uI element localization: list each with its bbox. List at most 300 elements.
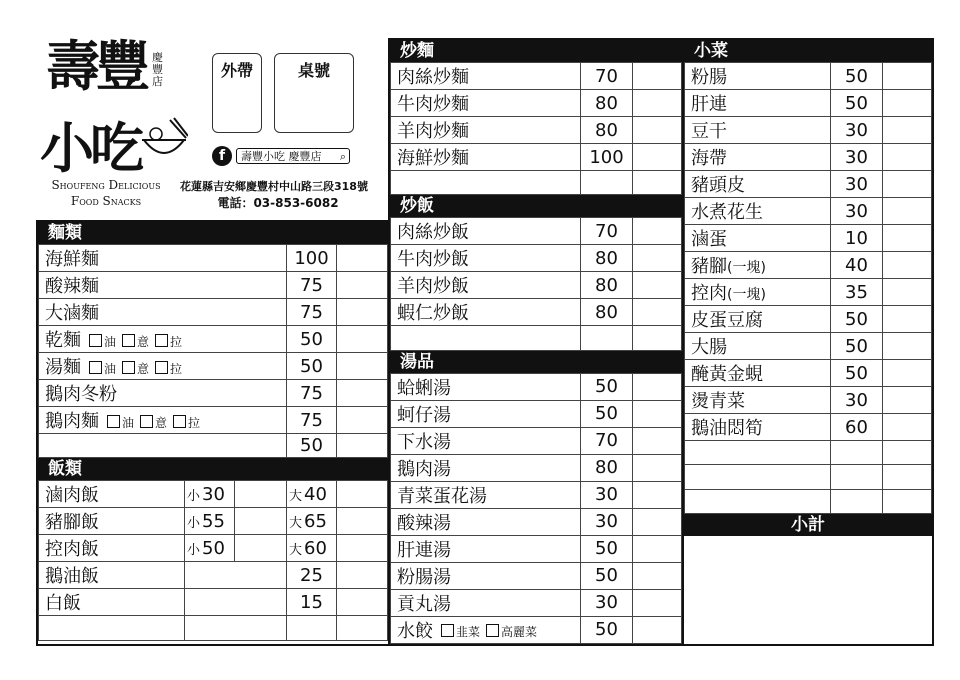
item-name-cell (685, 306, 831, 333)
facebook-page-name: 壽豐小吃 慶豐店 (241, 150, 322, 163)
item-name: 酸辣湯 (397, 512, 451, 534)
item-price: 50 (831, 333, 883, 360)
option-2[interactable] (173, 414, 200, 431)
quantity-cell[interactable] (633, 454, 682, 481)
large-price: 60 (304, 537, 327, 559)
menu-row (391, 400, 682, 427)
option-checkboxes (107, 416, 206, 430)
sides-table (684, 62, 932, 514)
quantity-cell[interactable] (633, 589, 682, 616)
item-price: 50 (287, 326, 337, 353)
menu-row (685, 225, 932, 252)
item-name-cell (39, 245, 287, 272)
quantity-cell[interactable] (883, 90, 932, 117)
quantity-cell[interactable] (883, 252, 932, 279)
fried-rice-header: 炒飯 (390, 195, 682, 217)
menu-row (391, 218, 682, 245)
quantity-cell[interactable] (883, 333, 932, 360)
item-name-cell (685, 279, 831, 306)
option-label: 韭菜 (456, 625, 481, 640)
item-name: 醃黃金蜆 (691, 364, 763, 385)
item-name-cell (391, 535, 581, 562)
brand-english-line2: Food Snacks (70, 194, 142, 208)
item-name: 鵝肉湯 (397, 458, 451, 480)
brand-logo (40, 20, 180, 180)
large-size-price (287, 481, 337, 508)
menu-row (39, 326, 388, 353)
quantity-cell[interactable] (883, 387, 932, 414)
checkbox-icon[interactable] (486, 624, 499, 637)
item-name: 海鮮炒麵 (397, 148, 469, 169)
quantity-cell[interactable] (633, 117, 682, 144)
menu-row (39, 380, 388, 407)
item-name-cell (39, 407, 287, 434)
menu-row (685, 198, 932, 225)
item-name-cell (391, 562, 581, 589)
item-price: 80 (581, 299, 633, 326)
item-name-cell (685, 333, 831, 360)
item-price: 30 (581, 481, 633, 508)
item-name-cell (391, 508, 581, 535)
large-quantity-cell[interactable] (337, 481, 388, 508)
item-price: 50 (831, 360, 883, 387)
item-price: 50 (831, 63, 883, 90)
menu-row (391, 171, 682, 195)
item-price: 80 (581, 272, 633, 299)
quantity-cell[interactable] (883, 225, 932, 252)
item-name: 青菜蛋花湯 (397, 485, 487, 507)
item-price: 15 (287, 589, 337, 616)
option-label: 意 (155, 415, 168, 430)
quantity-cell[interactable] (633, 218, 682, 245)
item-name: 水餃 (397, 620, 433, 642)
table-number-box[interactable] (274, 53, 354, 133)
item-name-cell (685, 171, 831, 198)
menu-row (391, 90, 682, 117)
item-name-cell (685, 198, 831, 225)
option-0[interactable] (89, 333, 116, 350)
item-name: 滷蛋 (691, 229, 727, 250)
item-name-cell (391, 63, 581, 90)
address: 花蓮縣吉安鄉慶豐村中山路三段318號 (180, 180, 368, 193)
option-label: 拉 (170, 361, 183, 376)
item-name-cell (391, 245, 581, 272)
menu-row (391, 589, 682, 616)
item-name: 白飯 (39, 589, 185, 616)
quantity-cell[interactable] (633, 171, 682, 195)
item-name: 鵝油悶筍 (691, 418, 763, 439)
quantity-cell[interactable] (337, 616, 388, 640)
table-number-label: 桌號 (297, 61, 330, 80)
item-name-cell (391, 144, 581, 171)
menu-row (391, 481, 682, 508)
item-name (39, 616, 185, 640)
menu-row (39, 616, 388, 640)
quantity-cell[interactable] (883, 414, 932, 441)
item-price: 50 (581, 535, 633, 562)
quantity-cell[interactable] (883, 63, 932, 90)
quantity-cell[interactable] (633, 373, 682, 400)
item-price: 40 (831, 252, 883, 279)
menu-row (685, 279, 932, 306)
item-name-cell (391, 454, 581, 481)
quantity-cell[interactable] (633, 400, 682, 427)
phone: 電話：03-853-6082 (217, 196, 339, 210)
item-price: 50 (581, 373, 633, 400)
menu-row (685, 252, 932, 279)
item-price (831, 489, 883, 513)
checkbox-icon[interactable] (441, 624, 454, 637)
menu-row (685, 171, 932, 198)
option-0[interactable] (89, 360, 116, 377)
checkbox-icon[interactable] (107, 415, 120, 428)
item-name: 牛肉炒麵 (397, 94, 469, 115)
small-label: 小 (187, 515, 201, 531)
quantity-cell[interactable] (633, 616, 682, 643)
item-name: 粉腸 (691, 67, 727, 88)
quantity-cell[interactable] (883, 279, 932, 306)
item-name-cell (685, 252, 831, 279)
soups-table (390, 373, 682, 644)
fried-rice-table (390, 217, 682, 350)
menu-row (39, 299, 388, 326)
quantity-cell[interactable] (337, 245, 388, 272)
menu-row (685, 306, 932, 333)
fried-noodles-header: 炒麵 (390, 40, 682, 62)
checkbox-icon[interactable] (89, 334, 102, 347)
small-size-price (185, 481, 235, 508)
item-price (581, 326, 633, 350)
item-price (831, 465, 883, 489)
item-price: 30 (831, 144, 883, 171)
quantity-cell[interactable] (337, 407, 388, 434)
item-price: 30 (831, 171, 883, 198)
item-price: 80 (581, 245, 633, 272)
item-name: 蝦仁炒飯 (397, 303, 469, 325)
item-name-cell (685, 63, 831, 90)
small-label: 小 (187, 542, 201, 558)
item-price: 100 (287, 245, 337, 272)
subtotal-header: 小計 (684, 514, 932, 536)
large-quantity-cell[interactable] (337, 535, 388, 562)
item-name-cell (39, 326, 287, 353)
quantity-cell[interactable] (633, 245, 682, 272)
rice-table (38, 480, 388, 640)
menu-row (391, 373, 682, 400)
menu-row (685, 414, 932, 441)
option-1[interactable] (140, 414, 167, 431)
item-price: 100 (581, 144, 633, 171)
option-1[interactable] (486, 623, 537, 640)
checkbox-icon[interactable] (173, 415, 186, 428)
quantity-cell[interactable] (633, 63, 682, 90)
quantity-cell[interactable] (633, 272, 682, 299)
item-name: 羊肉炒飯 (397, 276, 469, 298)
menu-row (391, 535, 682, 562)
item-price: 70 (581, 63, 633, 90)
item-price: 30 (831, 117, 883, 144)
item-name: 豆干 (691, 121, 727, 142)
item-name: 控肉 (691, 283, 727, 304)
option-2[interactable] (155, 333, 182, 350)
option-1[interactable] (122, 333, 149, 350)
large-label: 大 (289, 515, 303, 531)
item-name-cell (391, 117, 581, 144)
option-0[interactable] (107, 414, 134, 431)
item-price: 50 (287, 434, 337, 458)
rice-bowl-icon (140, 116, 188, 164)
menu-row (39, 562, 388, 589)
item-price: 50 (287, 353, 337, 380)
small-quantity-cell[interactable] (235, 508, 287, 535)
item-name-cell (391, 218, 581, 245)
menu-row (39, 535, 388, 562)
rice-header: 飯類 (38, 458, 388, 480)
large-price: 40 (304, 483, 327, 505)
quantity-cell[interactable] (633, 90, 682, 117)
item-price: 25 (287, 562, 337, 589)
quantity-cell[interactable] (883, 489, 932, 513)
item-name-cell (391, 90, 581, 117)
item-name-cell (391, 481, 581, 508)
menu-row (391, 144, 682, 171)
menu-row (391, 562, 682, 589)
quantity-cell[interactable] (337, 326, 388, 353)
item-name: 豬腳飯 (39, 508, 185, 535)
quantity-cell[interactable] (633, 508, 682, 535)
quantity-cell[interactable] (337, 589, 388, 616)
small-quantity-cell[interactable] (235, 535, 287, 562)
item-name: 肉絲炒飯 (397, 222, 469, 244)
quantity-cell[interactable] (883, 144, 932, 171)
item-name-cell (685, 225, 831, 252)
menu-row (39, 508, 388, 535)
brand-stamp: 慶豐店 (152, 51, 163, 88)
item-price: 75 (287, 272, 337, 299)
menu-row (391, 299, 682, 326)
blank-cell (185, 616, 287, 640)
item-name-cell (391, 589, 581, 616)
brand-name-line2: 小吃 (40, 116, 140, 180)
item-price: 30 (581, 589, 633, 616)
option-label: 意 (137, 334, 150, 349)
option-label: 高麗菜 (501, 625, 538, 640)
item-name-cell (685, 387, 831, 414)
facebook-icon: f (212, 146, 232, 166)
quantity-cell[interactable] (883, 171, 932, 198)
small-price: 30 (202, 483, 225, 505)
item-price: 70 (581, 218, 633, 245)
small-quantity-cell[interactable] (235, 481, 287, 508)
menu-row (391, 616, 682, 643)
item-price: 75 (287, 380, 337, 407)
option-2[interactable] (155, 360, 182, 377)
item-price (287, 616, 337, 640)
menu-row (391, 326, 682, 350)
item-name-cell (685, 441, 831, 465)
quantity-cell[interactable] (337, 272, 388, 299)
takeout-label: 外帶 (220, 61, 253, 80)
large-size-price (287, 508, 337, 535)
item-name: 皮蛋豆腐 (691, 310, 763, 331)
quantity-cell[interactable] (883, 306, 932, 333)
item-price: 80 (581, 117, 633, 144)
item-name: 下水湯 (397, 431, 451, 453)
item-price: 10 (831, 225, 883, 252)
quantity-cell[interactable] (633, 299, 682, 326)
menu-row (391, 63, 682, 90)
item-name: 牛肉炒飯 (397, 249, 469, 271)
search-icon: ⌕ (339, 150, 346, 163)
menu-row (685, 360, 932, 387)
item-name: 海帶 (691, 148, 727, 169)
checkbox-icon[interactable] (140, 415, 153, 428)
item-name: 滷肉飯 (39, 481, 185, 508)
menu-row (685, 117, 932, 144)
left-menu-panel (36, 220, 390, 646)
quantity-cell[interactable] (883, 198, 932, 225)
menu-row (39, 407, 388, 434)
option-0[interactable] (441, 623, 480, 640)
item-price: 50 (831, 306, 883, 333)
quantity-cell[interactable] (633, 562, 682, 589)
item-name-cell (685, 144, 831, 171)
item-price (831, 441, 883, 465)
noodles-table (38, 244, 388, 458)
quantity-cell[interactable] (633, 427, 682, 454)
menu-row (685, 63, 932, 90)
item-name: 豬腳 (691, 256, 727, 277)
checkbox-icon[interactable] (122, 361, 135, 374)
item-name: 海鮮麵 (45, 249, 99, 270)
item-name: 大滷麵 (45, 303, 99, 324)
right-menu-panel (682, 38, 934, 646)
item-name: 水煮花生 (691, 202, 763, 223)
blank-cell (185, 562, 287, 589)
menu-row (685, 489, 932, 513)
menu-row (39, 272, 388, 299)
menu-row (39, 589, 388, 616)
small-price: 50 (202, 537, 225, 559)
takeout-box[interactable] (212, 53, 262, 133)
item-name: 大腸 (691, 337, 727, 358)
item-name-cell (39, 434, 287, 458)
item-name: 粉腸湯 (397, 566, 451, 588)
item-name-cell (39, 299, 287, 326)
large-size-price (287, 535, 337, 562)
menu-row (39, 245, 388, 272)
menu-row (391, 272, 682, 299)
quantity-cell[interactable] (337, 380, 388, 407)
item-name-cell (391, 171, 581, 195)
item-name-cell (685, 489, 831, 513)
quantity-cell[interactable] (337, 562, 388, 589)
small-size-price (185, 535, 235, 562)
menu-row (39, 353, 388, 380)
option-label: 油 (104, 334, 117, 349)
item-name: 乾麵 (45, 330, 81, 351)
quantity-cell[interactable] (337, 299, 388, 326)
large-label: 大 (289, 542, 303, 558)
quantity-cell[interactable] (633, 535, 682, 562)
item-price: 30 (581, 508, 633, 535)
item-price: 75 (287, 407, 337, 434)
item-note: (一塊) (727, 287, 766, 303)
item-name-cell (391, 616, 581, 643)
item-name: 肝連 (691, 94, 727, 115)
option-checkboxes (441, 625, 543, 639)
item-name-cell (391, 400, 581, 427)
menu-row (685, 333, 932, 360)
checkbox-icon[interactable] (155, 361, 168, 374)
quantity-cell[interactable] (883, 360, 932, 387)
middle-menu-panel (388, 38, 684, 646)
item-name: 鵝肉冬粉 (45, 384, 117, 405)
item-name-cell (391, 272, 581, 299)
item-name: 貢丸湯 (397, 593, 451, 615)
fried-noodles-table (390, 62, 682, 195)
menu-row (685, 441, 932, 465)
quantity-cell[interactable] (883, 465, 932, 489)
small-label: 小 (187, 488, 201, 504)
item-price: 30 (831, 198, 883, 225)
item-name: 肉絲炒麵 (397, 67, 469, 88)
quantity-cell[interactable] (633, 481, 682, 508)
sides-header: 小菜 (684, 40, 932, 62)
item-name-cell (685, 465, 831, 489)
option-label: 意 (137, 361, 150, 376)
noodles-header: 麵類 (38, 222, 388, 244)
quantity-cell[interactable] (633, 326, 682, 350)
menu-row (391, 454, 682, 481)
item-name-cell (391, 427, 581, 454)
small-price: 55 (202, 510, 225, 532)
item-name-cell (685, 360, 831, 387)
item-name-cell (685, 414, 831, 441)
checkbox-icon[interactable] (155, 334, 168, 347)
item-price: 50 (581, 616, 633, 643)
item-price: 50 (831, 90, 883, 117)
quantity-cell[interactable] (883, 441, 932, 465)
menu-row (685, 144, 932, 171)
menu-row (391, 427, 682, 454)
item-name-cell (39, 353, 287, 380)
item-name-cell (39, 380, 287, 407)
item-name: 羊肉炒麵 (397, 121, 469, 142)
large-quantity-cell[interactable] (337, 508, 388, 535)
large-price: 65 (304, 510, 327, 532)
item-price: 50 (581, 562, 633, 589)
option-checkboxes (89, 335, 188, 349)
item-price: 50 (581, 400, 633, 427)
menu-row (391, 117, 682, 144)
quantity-cell[interactable] (337, 353, 388, 380)
subtotal-box[interactable] (684, 536, 932, 630)
item-name: 蚵仔湯 (397, 404, 451, 426)
checkbox-icon[interactable] (122, 334, 135, 347)
option-1[interactable] (122, 360, 149, 377)
option-label: 拉 (170, 334, 183, 349)
item-name: 燙青菜 (691, 391, 745, 412)
soups-header: 湯品 (390, 351, 682, 373)
checkbox-icon[interactable] (89, 361, 102, 374)
menu-row (391, 508, 682, 535)
item-name-cell (391, 299, 581, 326)
quantity-cell[interactable] (883, 117, 932, 144)
menu-row (39, 481, 388, 508)
quantity-cell[interactable] (633, 144, 682, 171)
quantity-cell[interactable] (337, 434, 388, 458)
